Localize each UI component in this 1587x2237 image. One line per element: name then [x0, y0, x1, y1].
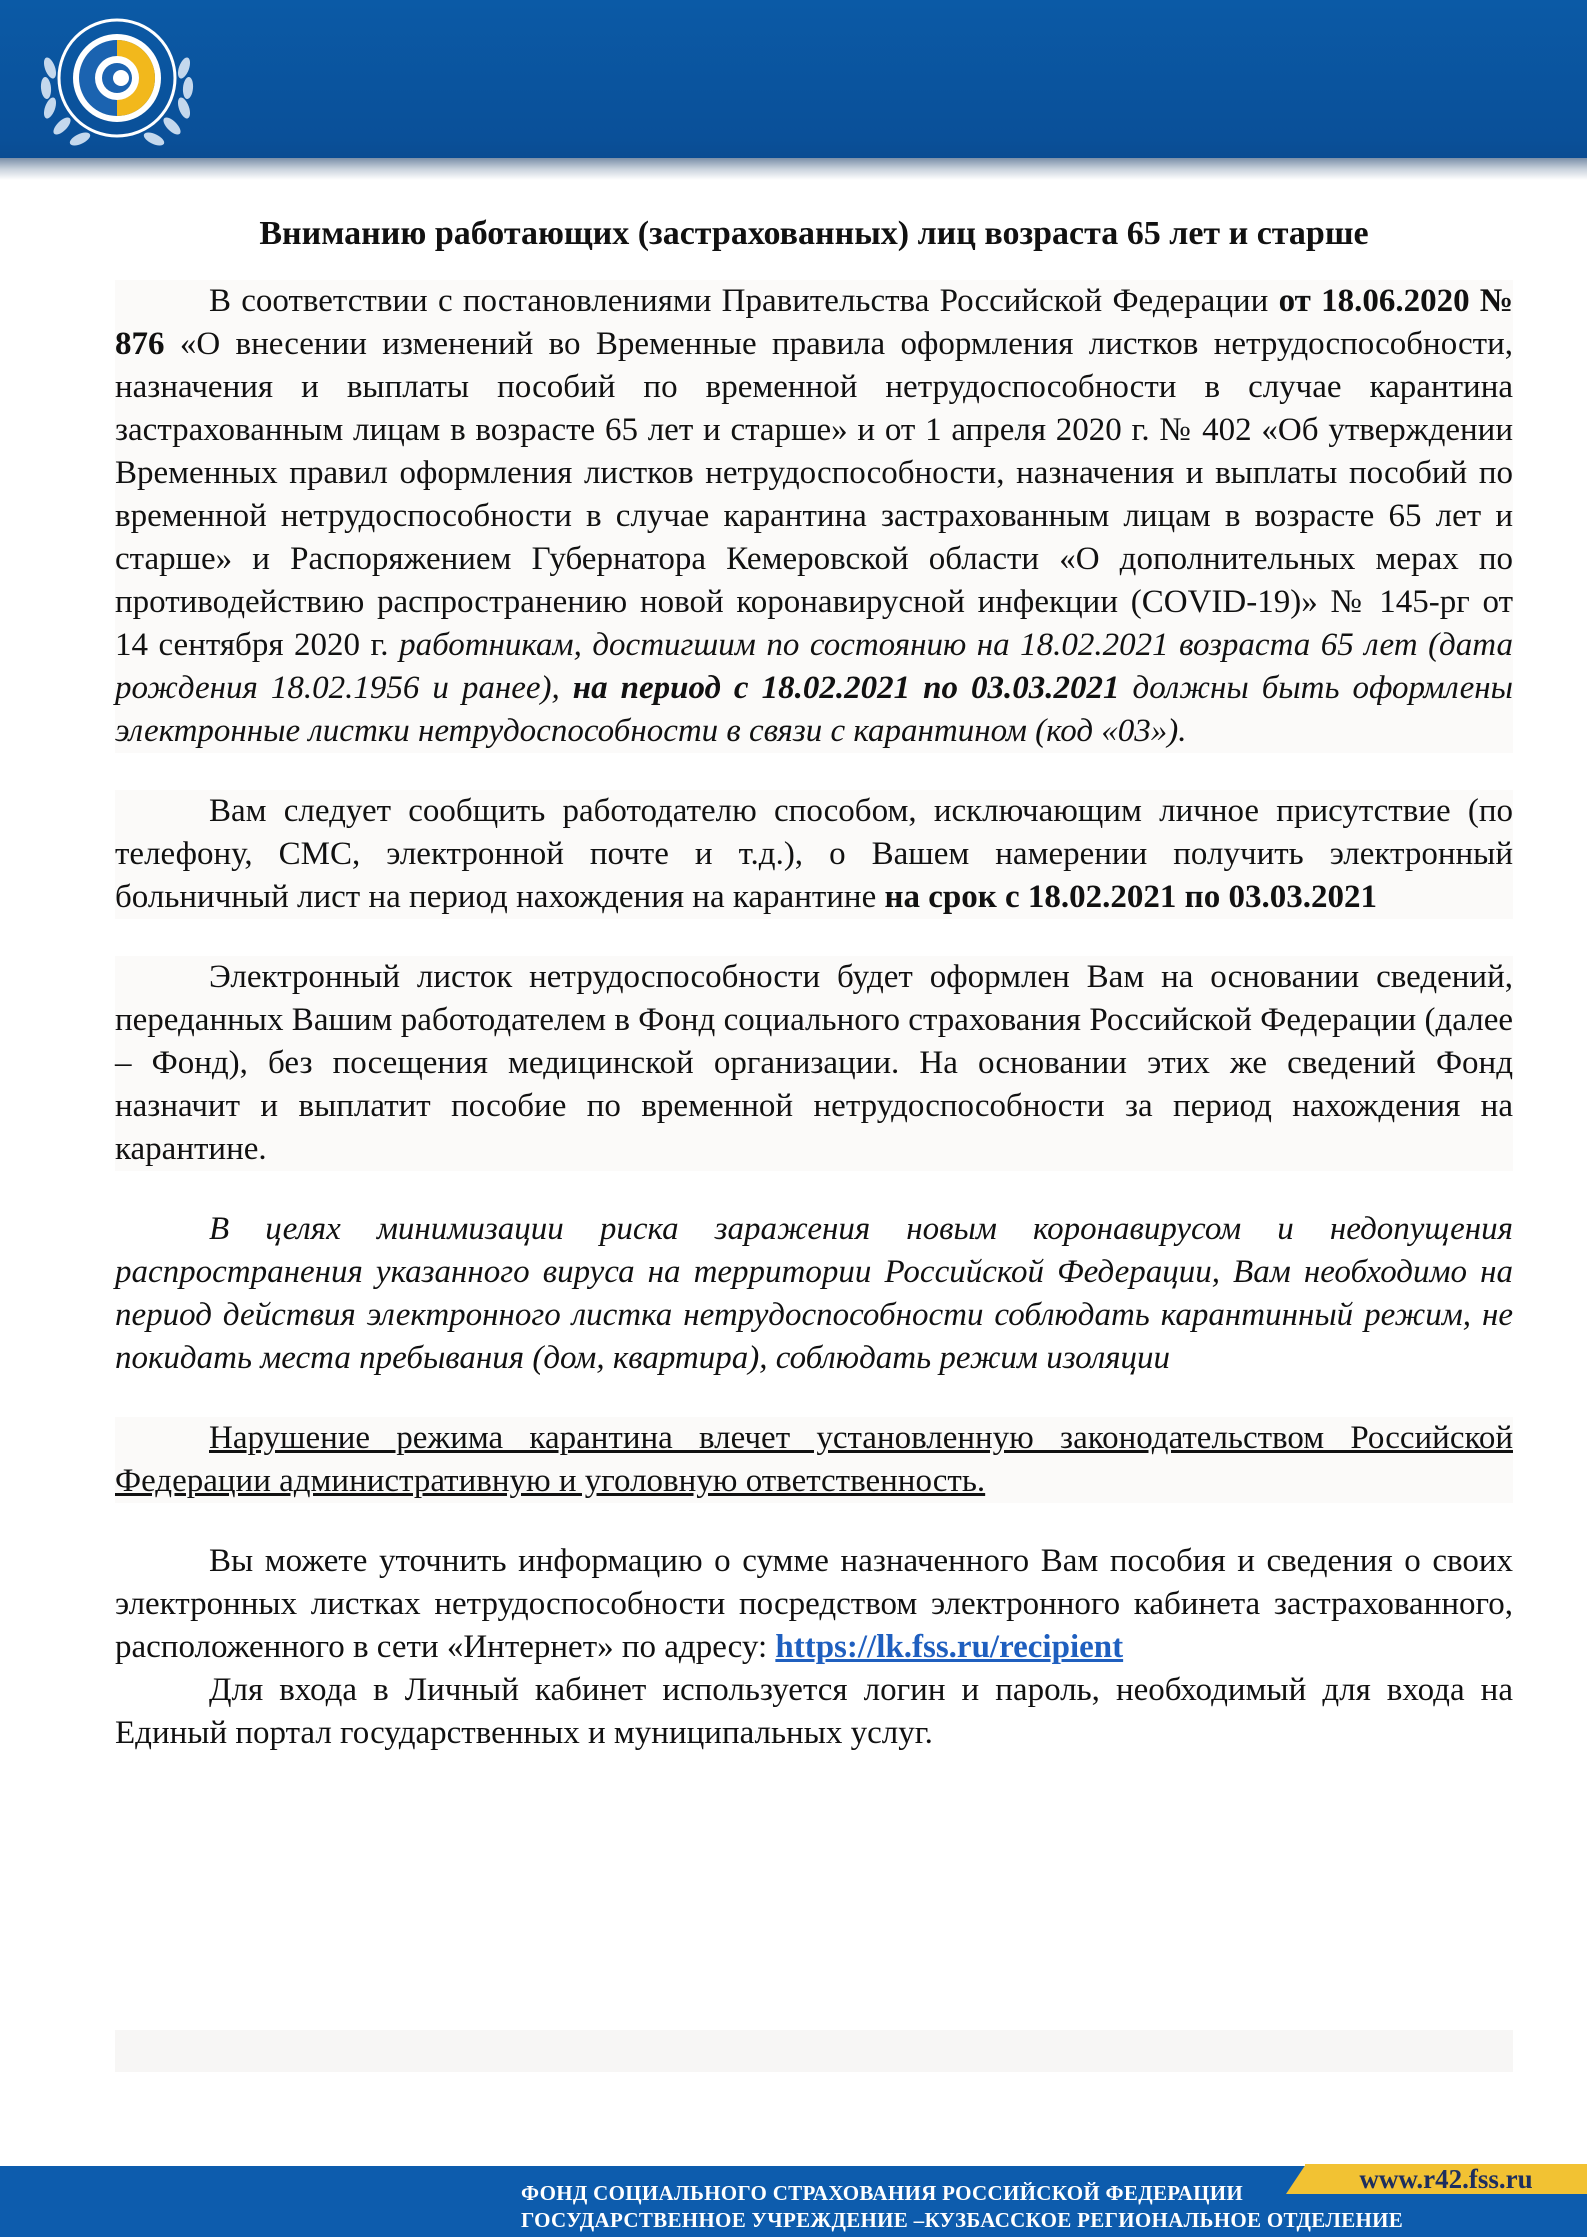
- footer-website-link[interactable]: www.r42.fss.ru: [1305, 2164, 1587, 2194]
- recipient-cabinet-link[interactable]: https://lk.fss.ru/recipient: [775, 1629, 1124, 1665]
- paragraph-personal-cabinet: Вы можете уточнить информацию о сумме назначенного Вам пособия и сведения о своих электронных листках нетрудоспособности посредством электронного кабинета застрахованного, расположенного в сети «Интернет» по адресу: https://lk.fss.ru/recipient: [115, 1543, 1513, 1665]
- footer-org-name: ФОНД СОЦИАЛЬНОГО СТРАХОВАНИЯ РОССИЙСКОЙ ФЕДЕРАЦИИ: [521, 2181, 1244, 2205]
- paragraph-electronic-sheet: Электронный листок нетрудоспособности будет оформлен Вам на основании сведений, переданных Вашим работодателем в Фонд социального страхования Российской Федерации (далее – Фонд), без посещения медицинской организации. На основании этих же сведений Фонд назначит и выплатит пособие по временной нетрудоспособности за период нахождения на карантине.: [115, 956, 1513, 1171]
- page-title: Вниманию работающих (застрахованных) лиц возраста 65 лет и старше: [259, 215, 1369, 252]
- header-shadow: [0, 158, 1587, 180]
- footer-branch-name: ГОСУДАРСТВЕННОЕ УЧРЕЖДЕНИЕ –КУЗБАССКОЕ РЕГИОНАЛЬНОЕ ОТДЕЛЕНИЕ: [521, 2208, 1404, 2232]
- fss-emblem-logo: [28, 8, 206, 158]
- decree-date: от 18.06.2020 № 876: [115, 283, 1513, 362]
- document-body: [115, 212, 1513, 1792]
- period-emphasis: на срок с 18.02.2021 по 03.03.2021: [884, 879, 1377, 915]
- paragraph-legal-basis: В соответствии с постановлениями Правительства Российской Федерации от 18.06.2020 № 876 «О внесении изменений во Временные правила оформления листков нетрудоспособности, назначения и выплаты пособий по временной нетрудоспособности в случае карантина застрахованным лицам в возрасте 65 лет и старше» и от 1 апреля 2020 г. № 402 «Об утверждении Временных правил оформления листков нетрудоспособности, назначения и выплаты пособий по временной нетрудоспособности в случае карантина застрахованным лицам в возрасте 65 лет и старше» и Распоряжением Губернатора Кемеровской области «О дополнительных мерах по противодействию распространению новой коронавирусной инфекции (COVID-19)» № 145-рг от 14 сентября 2020 г. работникам, достигшим по состоянию на 18.02.2021 возраста 65 лет (дата рождения 18.02.1956 и ранее), на период с 18.02.2021 по 03.03.2021 должны быть оформлены электронные листки нетрудоспособности в связи с карантином (код «03»).: [115, 280, 1513, 753]
- top-banner: [0, 0, 1587, 172]
- footer-url-tab-shape: [1286, 2164, 1306, 2194]
- paragraph-notify-employer: Вам следует сообщить работодателю способом, исключающим личное присутствие (по телефону, СМС, электронной почте и т.д.), о Вашем намерении получить электронный больничный лист на период нахождения на карантине на срок с 18.02.2021 по 03.03.2021: [115, 790, 1513, 919]
- paragraph-liability-warning: Нарушение режима карантина влечет установленную законодательством Российской Федерации административную и уголовную ответственность.: [115, 1417, 1513, 1503]
- paragraph-quarantine-advice: В целях минимизации риска заражения новым коронавирусом и недопущения распространения указанного вируса на территории Российской Федерации, Вам необходимо на период действия электронного листка нетрудоспособности соблюдать карантинный режим, не покидать места пребывания (дом, квартира), соблюдать режим изоляции: [115, 1211, 1513, 1376]
- quarantine-period: на период с 18.02.2021 по 03.03.2021: [572, 670, 1120, 706]
- paragraph-login-info: Для входа в Личный кабинет используется логин и пароль, необходимый для входа на Единый портал государственных и муниципальных услуг.: [115, 1672, 1513, 1751]
- blank-shaded-area: [115, 2030, 1513, 2072]
